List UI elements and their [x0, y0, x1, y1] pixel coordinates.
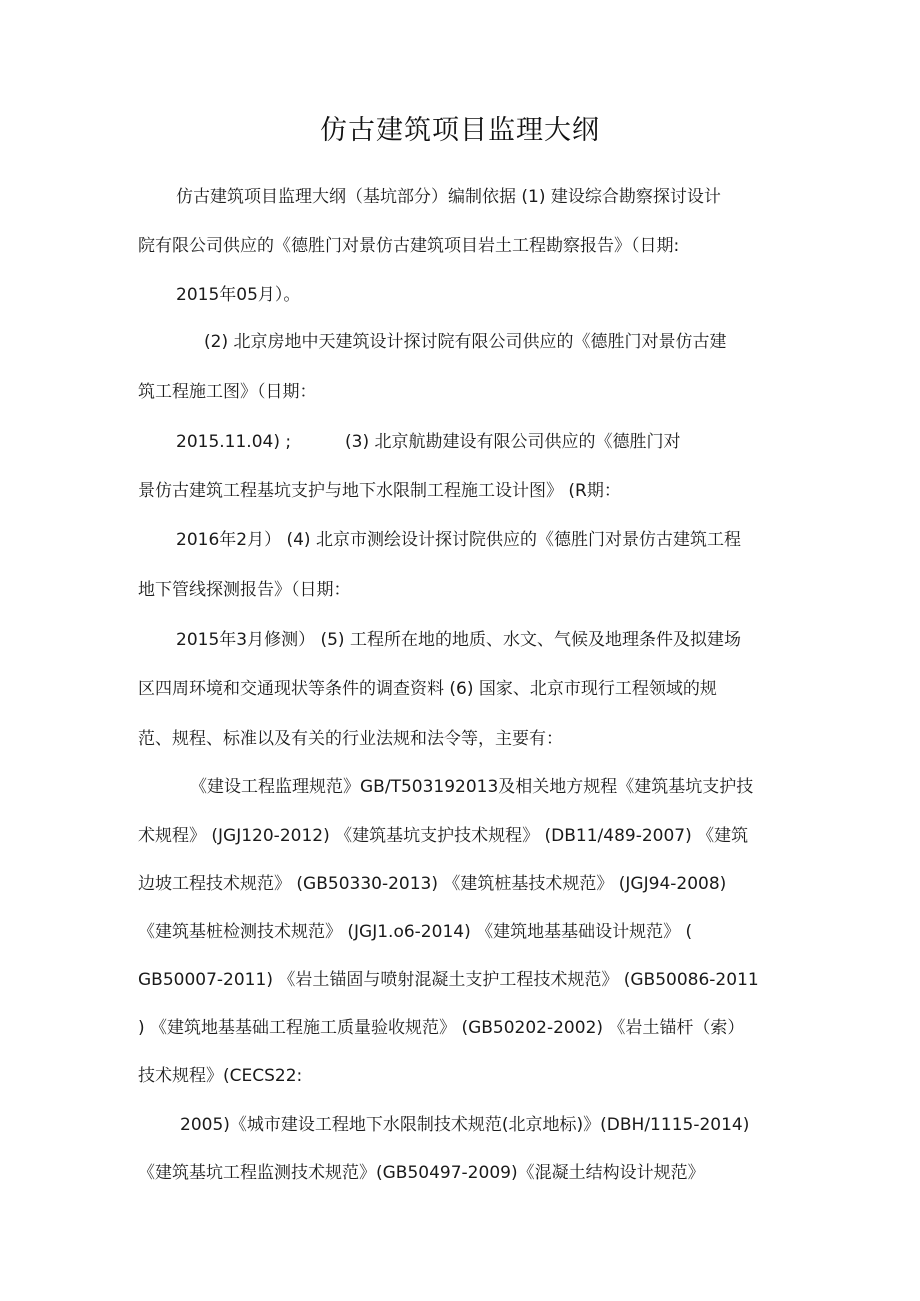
paragraph-line: 仿古建筑项目监理大纲（基坑部分）编制依据 (1) 建设综合勘察探讨设计 — [176, 187, 721, 207]
paragraph-line: 范、规程、标准以及有关的行业法规和法令等，主要有： — [138, 729, 563, 749]
paragraph-line: (3) 北京航勘建设有限公司供应的《德胜门对 — [345, 432, 681, 452]
paragraph-line: 2005)《城市建设工程地下水限制技术规范(北京地标)》(DBH/1115-2014) — [180, 1115, 750, 1135]
paragraph-line: 院有限公司供应的《德胜门对景仿古建筑项目岩土工程勘察报告》（日期: — [138, 236, 680, 256]
paragraph-line: 地下管线探测报告》（日期： — [138, 580, 351, 600]
paragraph-line: 区四周环境和交通现状等条件的调查资料 (6) 国家、北京市现行工程领域的规 — [138, 679, 717, 699]
paragraph-line: 边坡工程技术规范》 (GB50330-2013) 《建筑桩基技术规范》 (JGJ94-2008) — [138, 874, 727, 894]
paragraph-line: 2015年3月修测） (5) 工程所在地的地质、水文、气候及地理条件及拟建场 — [176, 630, 741, 650]
paragraph-line: 2015年05月）。 — [176, 285, 301, 305]
paragraph-line: 2015.11.04) ; — [176, 432, 292, 452]
document-title: 仿古建筑项目监理大纲 — [320, 115, 600, 146]
paragraph-line: 技术规程》(CECS22: — [138, 1066, 303, 1086]
paragraph-line: 《建筑基桩检测技术规范》 (JGJ1.o6-2014) 《建筑地基基础设计规范》 ( — [138, 922, 693, 942]
paragraph-line: 筑工程施工图》（日期： — [138, 382, 317, 402]
paragraph-line: ) 《建筑地基基础工程施工质量验收规范》 (GB50202-2002) 《岩土锚杆（索） — [138, 1018, 745, 1038]
paragraph-line: 《建设工程监理规范》GB/T503192013及相关地方规程《建筑基坑支护技 — [190, 777, 754, 797]
paragraph-line: 术规程》 (JGJ120-2012) 《建筑基坑支护技术规程》 (DB11/489-2007) 《建筑 — [138, 826, 749, 846]
paragraph-line: 景仿古建筑工程基坑支护与地下水限制工程施工设计图》 (R期： — [138, 481, 621, 501]
paragraph-line: 《建筑基坑工程监测技术规范》(GB50497-2009)《混凝土结构设计规范》 — [138, 1163, 705, 1183]
paragraph-line: GB50007-2011) 《岩土锚固与喷射混凝土支护工程技术规范》 (GB50086-2011 — [138, 970, 759, 990]
paragraph-line: (2) 北京房地中天建筑设计探讨院有限公司供应的《德胜门对景仿古建 — [204, 332, 727, 352]
paragraph-line: 2016年2月） (4) 北京市测绘设计探讨院供应的《德胜门对景仿古建筑工程 — [176, 530, 741, 550]
